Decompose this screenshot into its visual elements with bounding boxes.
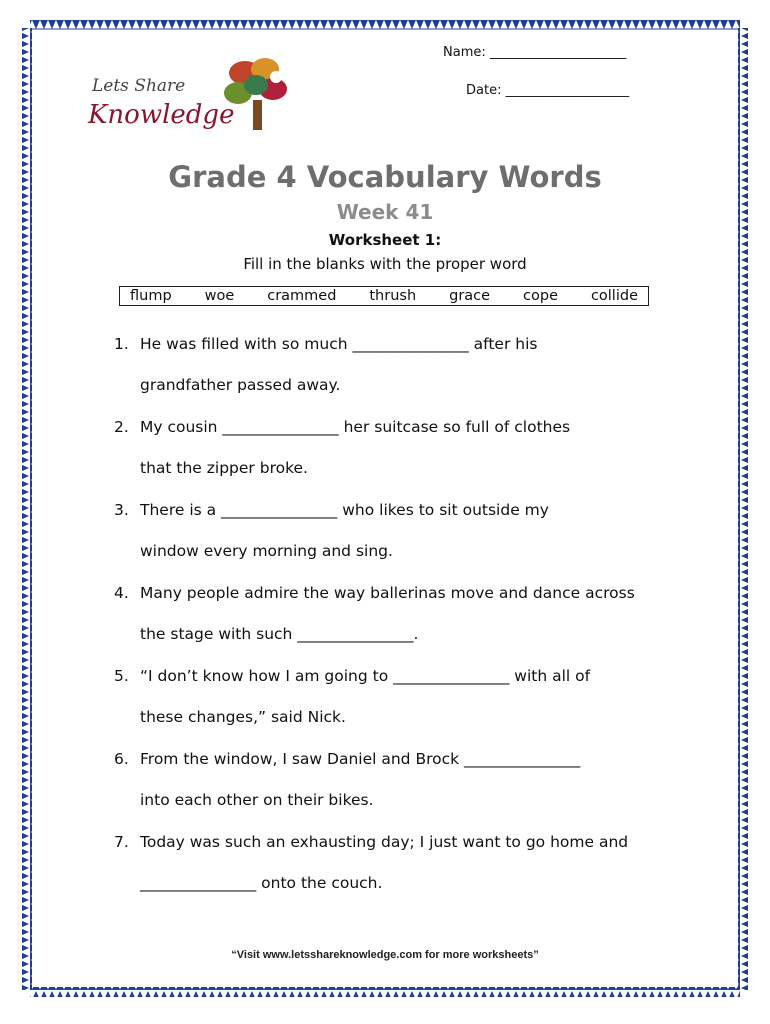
instructions: Fill in the blanks with the proper word xyxy=(243,255,527,273)
question-text: My cousin _______________ her suitcase so full of clothes xyxy=(140,418,571,436)
word-bank-item: crammed xyxy=(267,288,337,304)
name-field[interactable] xyxy=(443,45,626,60)
question-number: 1. xyxy=(114,335,129,353)
date-field[interactable] xyxy=(466,83,629,98)
question-2 xyxy=(114,418,570,436)
question-number: 5. xyxy=(114,667,129,685)
word-bank-item: woe xyxy=(204,288,235,304)
word-bank-item: thrush xyxy=(369,288,417,304)
word-bank-item: flump xyxy=(130,288,172,304)
name-label: Name: xyxy=(443,45,486,60)
question-6-cont: into each other on their bikes. xyxy=(140,791,374,809)
question-4-cont: the stage with such _______________. xyxy=(140,625,419,643)
question-3-cont: window every morning and sing. xyxy=(140,542,393,560)
question-5-cont: these changes,” said Nick. xyxy=(140,708,346,726)
question-7 xyxy=(114,833,628,851)
week-label: Week 41 xyxy=(336,200,434,224)
word-bank-item: grace xyxy=(449,288,491,304)
word-bank xyxy=(119,286,649,306)
question-5 xyxy=(114,667,590,685)
question-3 xyxy=(114,501,549,519)
page-title: Grade 4 Vocabulary Words xyxy=(168,160,602,194)
logo-line1: Lets Share xyxy=(92,76,186,96)
question-1 xyxy=(114,335,537,353)
word-bank-item: collide xyxy=(590,288,638,304)
question-number: 4. xyxy=(114,584,129,602)
question-number: 3. xyxy=(114,501,129,519)
word-bank-item: cope xyxy=(523,288,558,304)
question-7-cont: _______________ onto the couch. xyxy=(140,874,383,892)
date-blank: ___________________ xyxy=(505,83,630,98)
question-number: 7. xyxy=(114,833,129,851)
question-4 xyxy=(114,584,635,602)
question-1-cont: grandfather passed away. xyxy=(140,376,341,394)
worksheet-label: Worksheet 1: xyxy=(328,231,442,249)
date-label: Date: xyxy=(466,83,502,98)
question-number: 6. xyxy=(114,750,129,768)
question-text: “I don’t know how I am going to _______________ with all of xyxy=(140,667,591,685)
logo-line2: Knowledge xyxy=(88,100,235,130)
lets-share-knowledge-logo xyxy=(60,55,290,145)
question-text: There is a _______________ who likes to sit outside my xyxy=(140,501,549,519)
question-text: He was filled with so much _______________ after his xyxy=(140,335,538,353)
name-blank: _____________________ xyxy=(489,45,627,60)
question-6 xyxy=(114,750,580,768)
question-text: From the window, I saw Daniel and Brock _______________ xyxy=(140,750,581,768)
question-2-cont: that the zipper broke. xyxy=(140,459,308,477)
footer-note: “Visit www.letsshareknowledge.com for more worksheets” xyxy=(231,949,539,961)
question-text: Many people admire the way ballerinas move and dance across xyxy=(140,584,635,602)
question-number: 2. xyxy=(114,418,129,436)
question-text: Today was such an exhausting day; I just want to go home and xyxy=(140,833,629,851)
